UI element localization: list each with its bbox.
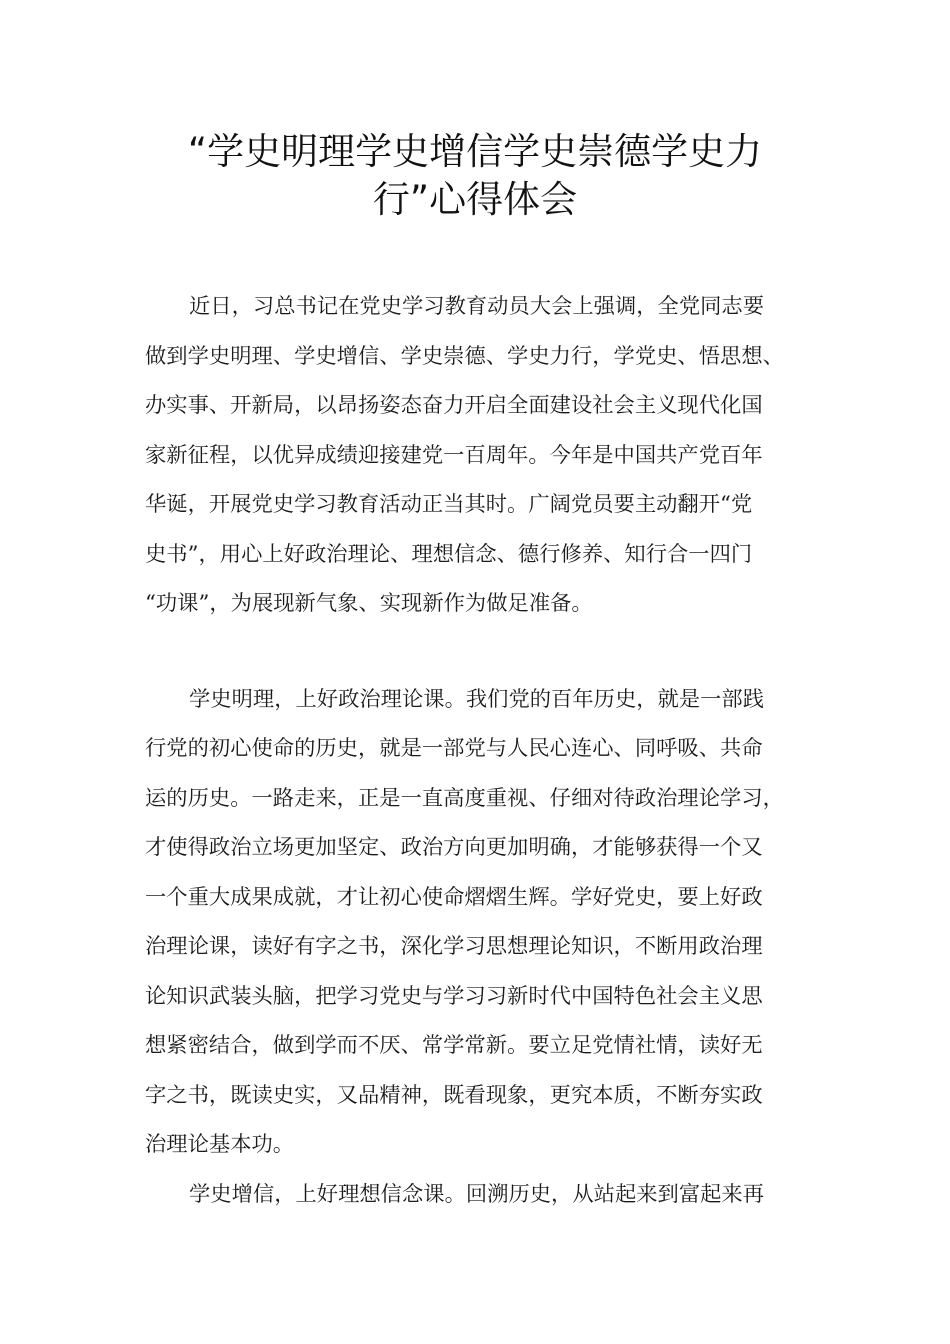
text-line: 想紧密结合，做到学而不厌、常学常新。要立足党情社情，读好无 xyxy=(145,1033,763,1058)
text-line: 家新征程，以优异成绩迎接建党一百周年。今年是中国共产党百年 xyxy=(145,442,763,468)
paragraph-intro xyxy=(145,282,845,629)
text-line: 治理论课，读好有字之书，深化学习思想理论知识，不断用政治理 xyxy=(145,934,763,959)
text-line: 运的历史。一路走来，正是一直高度重视、仔细对待政治理论学习， xyxy=(145,785,784,811)
text-line: “功课”，为展现新气象、实现新作为做足准备。 xyxy=(145,591,593,616)
text-line: 一个重大成果成就，才让初心使命熠熠生辉。学好党史，要上好政 xyxy=(145,884,763,910)
document-title xyxy=(140,128,810,224)
text-line: 做到学史明理、学史增信、学史崇德、学史力行，学党史、悟思想、 xyxy=(145,343,784,369)
text-line: 史书”，用心上好政治理论、理想信念、德行修养、知行合一四门 xyxy=(145,541,753,567)
text-line: 行党的初心使命的历史，就是一部党与人民心连心、同呼吸、共命 xyxy=(145,736,763,761)
title-line: 行”心得体会 xyxy=(372,178,578,221)
title-line: “学史明理学史增信学史崇德学史力 xyxy=(187,130,763,173)
text-line: 才使得政治立场更加坚定、政治方向更加明确，才能够获得一个又 xyxy=(145,835,763,860)
text-line: 华诞，开展党史学习教育活动正当其时。广阔党员要主动翻开“党 xyxy=(145,492,753,517)
text-line: 论知识武装头脑，把学习党史与学习习新时代中国特色社会主义思 xyxy=(145,983,763,1009)
text-line: 学史增信，上好理想信念课。回溯历史，从站起来到富起来再 xyxy=(189,1181,765,1207)
text-line: 治理论基本功。 xyxy=(145,1132,295,1157)
text-line: 近日，习总书记在党史学习教育动员大会上强调，全党同志要 xyxy=(189,294,765,319)
document-body xyxy=(145,282,845,1219)
paragraph-xueshi-mingli xyxy=(145,675,845,1170)
paragraph-xueshi-zengxin xyxy=(145,1170,845,1220)
text-line: 字之书，既读史实，又品精神，既看现象，更究本质，不断夯实政 xyxy=(145,1082,763,1108)
text-line: 办实事、开新局，以昂扬姿态奋力开启全面建设社会主义现代化国 xyxy=(145,393,763,418)
text-line: 学史明理，上好政治理论课。我们党的百年历史，就是一部践 xyxy=(189,686,765,712)
